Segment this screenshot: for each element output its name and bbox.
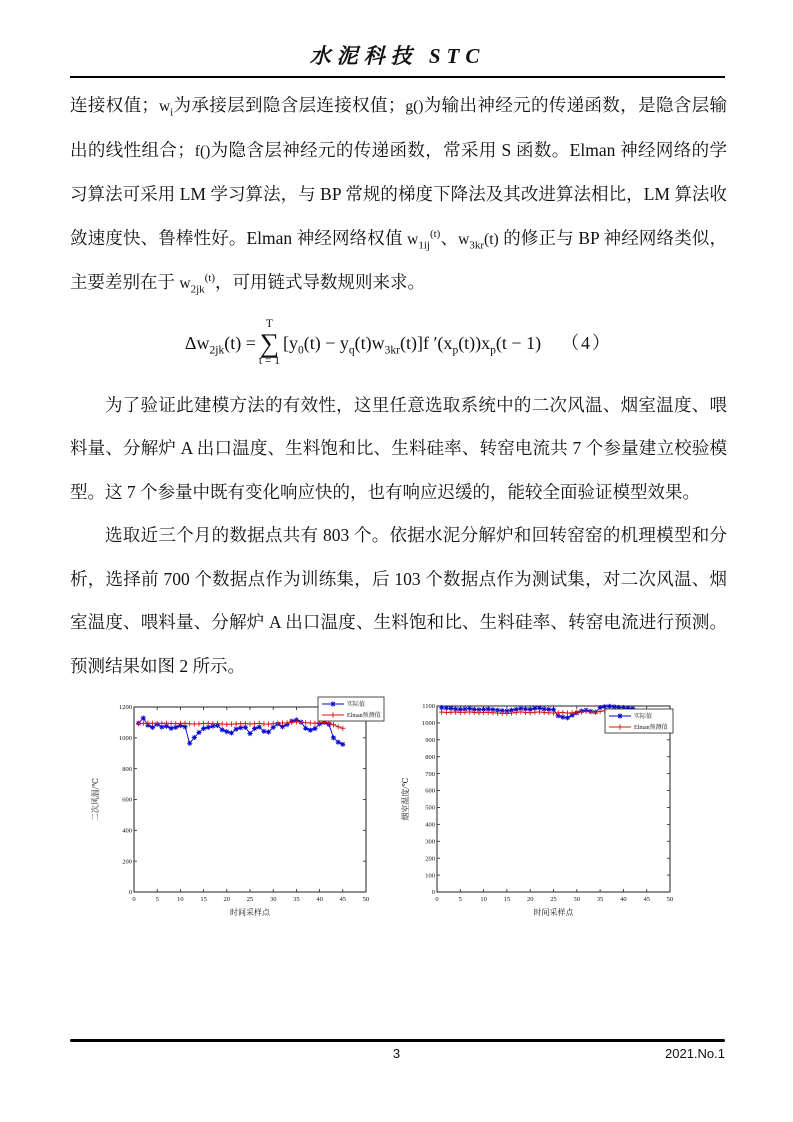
legend-label-0: 实际值 (634, 714, 653, 721)
x-tick-label: 5 (155, 896, 159, 903)
legend-label-1: Elman预测值 (347, 713, 381, 720)
x-tick-label: 25 (550, 896, 557, 903)
x-tick-label: 50 (666, 896, 674, 903)
x-tick-label: 45 (339, 896, 347, 903)
header-rule (70, 76, 725, 78)
y-tick-label: 300 (425, 838, 435, 846)
y-tick-label: 700 (425, 770, 435, 778)
x-tick-label: 5 (458, 896, 462, 903)
y-tick-label: 200 (425, 855, 435, 863)
summation-symbol (259, 319, 280, 368)
x-tick-label: 30 (269, 896, 277, 903)
y-tick-label: 900 (425, 737, 435, 745)
paragraph-2: 为了验证此建模方法的有效性，这里任意选取系统中的二次风温、烟室温度、喂料量、分解炉 A 出口温度、生料饱和比、生料硅率、转窑电流共 7 个参量建立校验模型。这 7 个参量中既有变化响应快的，也有响应迟缓的，能较全面验证模型效果。 (70, 394, 727, 502)
x-tick-label: 0 (132, 896, 136, 903)
paragraph-1: 连接权值；$w_i$为承接层到隐含层连接权值；g()为输出神经元的传递函数，是隐含层输出的线性组合；f()为隐含层神经元的传递函数，常采用 S 函数。Elman 神经网络的学习算法可采用 LM 学习算法，与 BP 常规的梯度下降法及其改进算法相比，LM 算法收敛速度快、鲁棒性好。Elman 神经网络权值 $w_{1ij}^{(t)}$、$w_{3kr}(t)$ 的修正与 BP 神经网络类似，主要差别在于 $w_{2jk}^{(t)}$，可用链式导数规则来求。 (70, 95, 728, 296)
x-tick-label: 35 (293, 896, 300, 903)
series-markers-0 (136, 716, 345, 747)
y-tick-label: 600 (425, 787, 435, 795)
legend-label-1: Elman预测值 (634, 725, 668, 732)
issue-label: 2021.No.1 (665, 1046, 725, 1061)
figure-row (88, 693, 728, 923)
legend-label-0: 实际值 (347, 702, 366, 709)
footer-rule (70, 1039, 725, 1042)
x-tick-label: 10 (177, 896, 184, 903)
x-tick-label: 15 (503, 896, 511, 903)
x-tick-label: 40 (316, 896, 323, 903)
y-tick-label: 1000 (119, 735, 132, 743)
y-tick-label: 1100 (422, 703, 435, 711)
legend (318, 697, 384, 721)
x-tick-label: 30 (573, 896, 581, 903)
summation-lower-limit: t = 1 (258, 355, 281, 368)
chart-smoke-chamber-temperature (398, 693, 712, 924)
summation-upper-limit: T (265, 318, 273, 331)
x-axis-label: 时间采样点 (533, 908, 574, 917)
x-axis-label: 时间采样点 (230, 908, 270, 917)
y-tick-label: 800 (425, 753, 435, 761)
legend (605, 709, 673, 733)
x-tick-label: 35 (596, 896, 604, 903)
journal-header (70, 40, 725, 70)
y-tick-label: 600 (122, 796, 132, 804)
article-body (70, 84, 727, 688)
equation-lhs: $\Delta w_{2jk}(t)$ = (184, 332, 256, 357)
y-tick-label: 1000 (422, 720, 435, 728)
x-tick-label: 40 (620, 896, 627, 903)
paragraph-3: 选取近三个月的数据点共有 803 个。依据水泥分解炉和回转窑窑的机理模型和分析，选择前 700 个数据点作为训练集，后 103 个数据点作为测试集，对二次风温、烟室温度、喂料量、分解炉 A 出口温度、生料饱和比、生料硅率、转窑电流进行预测。预测结果如图 2 所示。 (70, 525, 727, 676)
x-tick-label: 0 (435, 896, 439, 903)
journal-title: 水泥科技 STC (309, 44, 486, 68)
x-tick-label: 15 (200, 896, 207, 903)
y-axis-label: 烟室温度/℃ (401, 777, 410, 821)
equation-4 (70, 308, 727, 380)
x-tick-label: 10 (480, 896, 487, 903)
y-tick-label: 1200 (119, 704, 132, 712)
y-axis-label: 二次风温/℃ (91, 777, 100, 822)
x-tick-label: 20 (526, 896, 534, 903)
page-number: 3 (392, 1046, 401, 1061)
x-tick-label: 25 (246, 896, 254, 903)
y-tick-label: 200 (122, 858, 132, 866)
chart-canvas (88, 693, 390, 919)
chart-secondary-air-temperature (88, 693, 390, 924)
y-tick-label: 800 (122, 765, 132, 773)
plot-frame (437, 706, 670, 892)
equation-rhs: $[y_0(t) - y_q(t)w_{3kr}(t)]f$ $'(x_p(t))x_p(t - 1)$ (283, 332, 542, 357)
x-tick-label: 20 (223, 896, 231, 903)
sigma-glyph: ∑ (259, 327, 280, 358)
y-tick-label: 400 (122, 827, 132, 835)
y-tick-label: 500 (425, 804, 435, 812)
chart-canvas (398, 693, 712, 919)
y-tick-label: 0 (128, 889, 132, 897)
y-tick-label: 400 (425, 821, 435, 829)
x-tick-label: 50 (362, 896, 370, 903)
y-tick-label: 0 (431, 889, 435, 897)
equation-number: （4） (561, 332, 613, 353)
x-tick-label: 45 (643, 896, 650, 903)
y-tick-label: 100 (425, 872, 435, 880)
